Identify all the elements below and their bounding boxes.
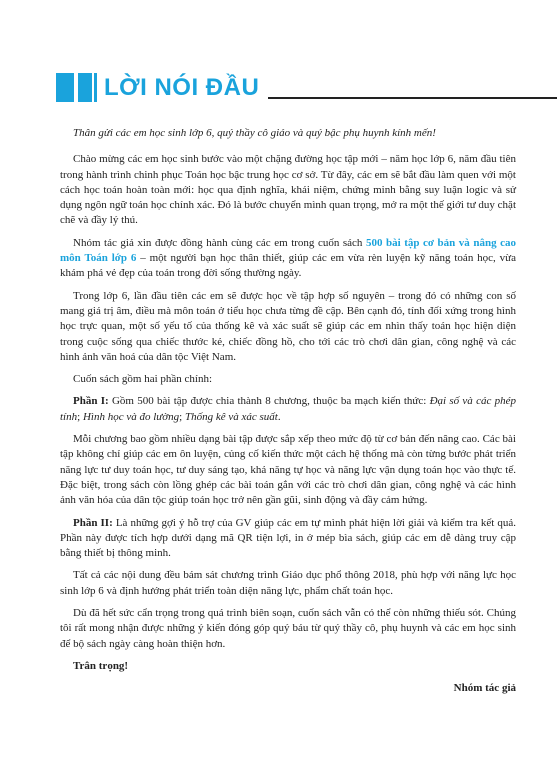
- part1-topic-algebra: Đại số và các phép tính: [60, 395, 517, 423]
- part1-end: .: [277, 410, 281, 423]
- paragraph-curriculum: Tất cả các nội dung đều bám sát chương trình Giáo dục phổ thông 2018, phù hợp với năng lực học sinh lớp 6 và định hướng phát triển toàn diện năng lực, phẩm chất toán học.: [60, 569, 516, 597]
- header-rule: [268, 97, 557, 99]
- paragraph-chapters: Mỗi chương bao gồm nhiều dạng bài tập được sắp xếp theo mức độ từ cơ bản đến nâng cao. Các bài tập không chỉ giúp các em ôn luyện, củng cố kiến thức một cách hệ thống mà còn từng bước phát triển năng lực tư duy toán học, tư duy sáng tạo, khả năng tự học và năng lực vận dụng toán học vào thực tế. Đặc biệt, trong sách còn lồng ghép các bài toán gắn với các trò chơi dân gian, công nghệ và các hình ảnh văn hóa của dân tộc giúp toán học trở nên gần gũi, sinh động và đầy cảm hứng.: [60, 433, 516, 507]
- part1-text: Gồm 500 bài tập được chia thành 8 chương, thuộc ba mạch kiến thức:: [108, 395, 430, 408]
- paragraph-feedback: Dù đã hết sức cẩn trọng trong quá trình biên soạn, cuốn sách vẫn có thể còn những thiếu sót. Chúng tôi rất mong nhận được những ý kiến đóng góp quý báu từ quý thầy cô, phụ huynh và các em học sinh để bộ sách ngày càng hoàn thiện hơn.: [60, 607, 516, 650]
- paragraph-book-post: – một người bạn học thân thiết, giúp các em vừa rèn luyện kỹ năng toán học, vừa khám phá vẻ đẹp của toán trong đời sống thường ngày.: [60, 252, 517, 280]
- section-header: [56, 70, 526, 106]
- paragraph-part2: [60, 516, 516, 562]
- paragraph-content: Trong lớp 6, lần đầu tiên các em sẽ được học về tập hợp số nguyên – trong đó có những con số mang giá trị âm, điều mà môn toán ở tiểu học chưa từng đề cập. Bên cạnh đó, tính đối xứng trong hình học trực quan, một số yếu tố của thống kê và xác suất sẽ giúp các em nhìn thấy toán học hiện diện trong cuộc sống qua chiếc thước kẻ, chiếc đồng hồ, cho tới các trò chơi dân gian, công nghệ và các hình ảnh văn hoá của dân tộc Việt Nam.: [60, 289, 516, 363]
- closing-text: Trân trọng!: [73, 659, 129, 672]
- paragraph-structure: Cuốn sách gồm hai phần chính:: [73, 373, 213, 386]
- paragraph-book: [60, 236, 516, 282]
- preface-body: [60, 126, 516, 697]
- closing: [60, 659, 516, 674]
- part1-topic-geometry: Hình học và đo lường: [82, 410, 180, 423]
- page-title: LỜI NÓI ĐẦU: [104, 74, 260, 101]
- part1-topic-statistics: Thống kê và xác suất: [184, 410, 278, 423]
- part2-label: Phần II:: [73, 516, 113, 529]
- paragraph-part1: [60, 394, 516, 425]
- part1-separator: ;: [179, 410, 185, 423]
- header-decor-block: [56, 73, 74, 102]
- book-title: 500 bài tập cơ bản và nâng cao môn Toán lớp 6: [60, 236, 516, 265]
- paragraph-book-pre: Nhóm tác giả xin được đồng hành cùng các em trong cuốn sách: [73, 236, 366, 249]
- signature: Nhóm tác giả: [453, 682, 516, 695]
- header-decor-stripe: [94, 73, 97, 102]
- part2-text: Là những gợi ý hỗ trợ của GV giúp các em tự mình phát hiện lời giải và kiểm tra kết quả. Phần này được tích hợp dưới dạng mã QR tiện lợi, in ở mép bìa sách, giúp các em dễ dàng truy cập bằng thiết bị thông minh.: [60, 516, 516, 560]
- header-decor-block: [78, 73, 92, 102]
- part1-separator: ;: [77, 410, 83, 423]
- paragraph-intro: Chào mừng các em học sinh bước vào một chặng đường học tập mới – năm học lớp 6, năm đầu tiên trong hành trình chinh phục Toán học bậc trung học cơ sở. Từ đây, các em sẽ bắt đầu làm quen với một cách học toán hoàn toàn mới: học qua định nghĩa, khái niệm, chứng minh bằng suy luận logic và sử dụng ngôn ngữ toán học chính xác. Đó là bước chuyển mình quan trọng, mở ra một thế giới tư duy chặt chẽ và đầy lý thú.: [60, 153, 516, 227]
- part1-label: Phần I:: [73, 395, 109, 408]
- greeting: Thân gửi các em học sinh lớp 6, quý thầy cô giáo và quý bậc phụ huynh kính mến!: [73, 127, 436, 139]
